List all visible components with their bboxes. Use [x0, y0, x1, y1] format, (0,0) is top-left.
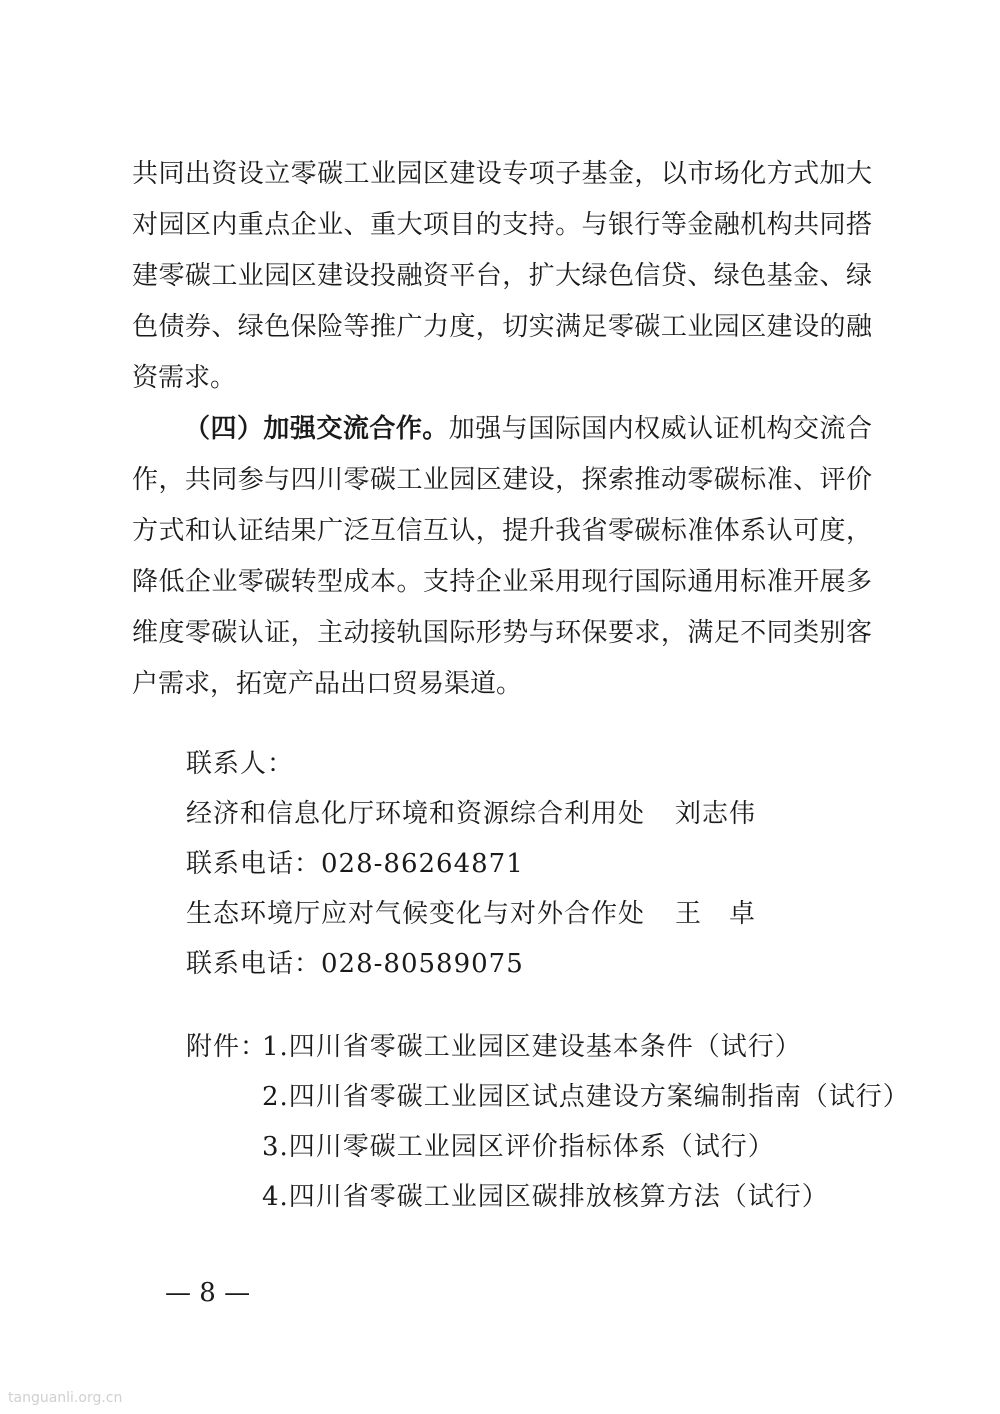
contact-dept: 经济和信息化厅环境和资源综合利用处 [186, 799, 646, 829]
attachment-item: 1.四川省零碳工业园区建设基本条件（试行） [262, 1032, 802, 1062]
contact-phone: 028-80589075 [321, 949, 524, 979]
contact-phone-line [186, 839, 524, 889]
contact-phone: 028-86264871 [321, 849, 524, 879]
contacts-label: 联系人： [186, 749, 295, 779]
contact-name: 王 卓 [675, 899, 757, 929]
paragraph-line: 方式和认证结果广泛互信互认，提升我省零碳标准体系认可度， [132, 516, 872, 546]
page-number: — 8 — [165, 1278, 251, 1308]
paragraph-line: 共同出资设立零碳工业园区建设专项子基金，以市场化方式加大 [132, 159, 872, 189]
contact-dept: 生态环境厅应对气候变化与对外合作处 [186, 899, 646, 929]
watermark: tanguanli.org.cn [8, 1390, 123, 1406]
contact-phone-label: 联系电话： [186, 949, 322, 979]
paragraph-line: 维度零碳认证，主动接轨国际形势与环保要求，满足不同类别客 [132, 618, 872, 648]
contact-phone-line [186, 939, 524, 989]
attachments-label: 附件： [186, 1032, 268, 1062]
contact-name: 刘志伟 [675, 799, 757, 829]
attachment-item: 4.四川省零碳工业园区碳排放核算方法（试行） [262, 1182, 829, 1212]
paragraph-line: 对园区内重点企业、重大项目的支持。与银行等金融机构共同搭 [132, 210, 872, 240]
paragraph-line: 户需求，拓宽产品出口贸易渠道。 [132, 669, 523, 699]
paragraph-line: 资需求。 [132, 363, 237, 393]
paragraph-line: 建零碳工业园区建设投融资平台，扩大绿色信贷、绿色基金、绿 [132, 261, 872, 291]
section-first-line [184, 403, 872, 455]
contact-dept-line [186, 889, 756, 939]
contact-dept-line [186, 789, 756, 839]
paragraph-line: 降低企业零碳转型成本。支持企业采用现行国际通用标准开展多 [132, 567, 872, 597]
section-heading: （四）加强交流合作。 [184, 414, 449, 444]
contact-phone-label: 联系电话： [186, 849, 322, 879]
section-first-line-text: 加强与国际国内权威认证机构交流合 [448, 414, 872, 444]
attachment-item: 3.四川零碳工业园区评价指标体系（试行） [262, 1132, 775, 1162]
paragraph-line: 作，共同参与四川零碳工业园区建设，探索推动零碳标准、评价 [132, 465, 872, 495]
attachment-item: 2.四川省零碳工业园区试点建设方案编制指南（试行） [262, 1082, 910, 1112]
paragraph-line: 色债券、绿色保险等推广力度，切实满足零碳工业园区建设的融 [132, 312, 872, 342]
